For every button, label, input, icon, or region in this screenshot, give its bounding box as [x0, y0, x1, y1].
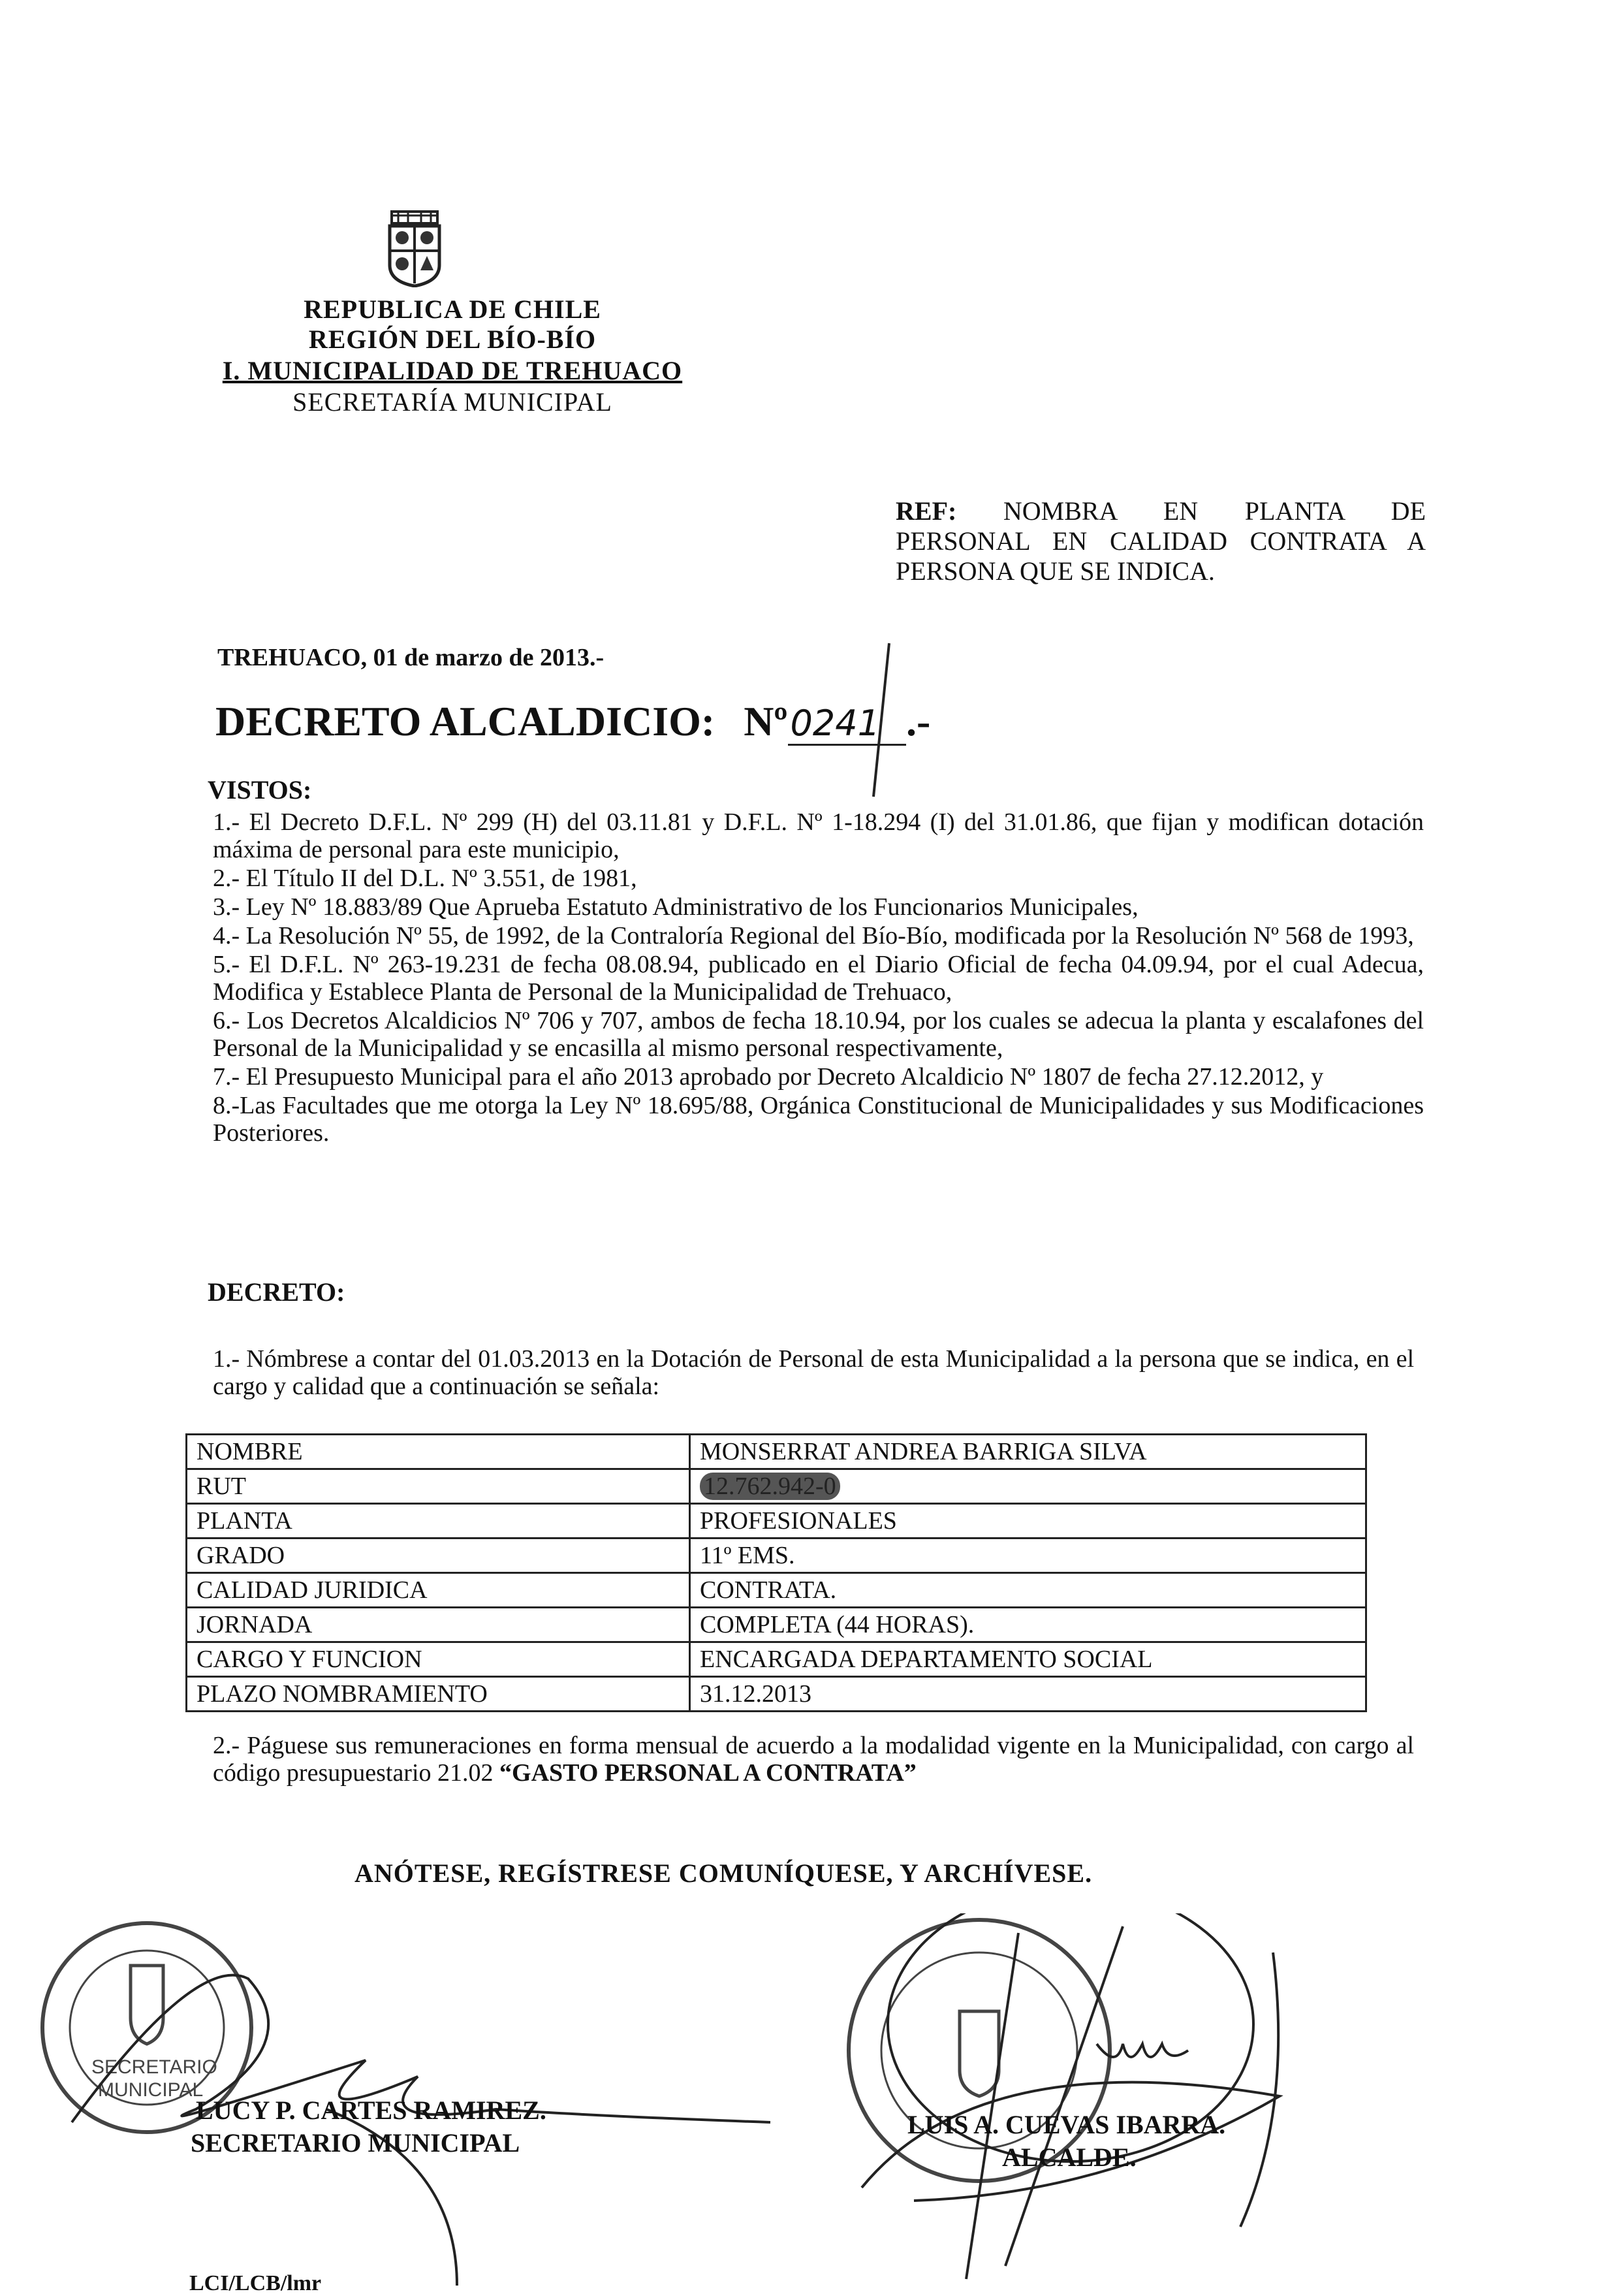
table-value: ENCARGADA DEPARTAMENTO SOCIAL — [690, 1642, 1366, 1677]
municipal-crest — [382, 210, 447, 287]
vistos-heading: VISTOS: — [208, 775, 312, 805]
vistos-item: 6.- Los Decretos Alcaldicios Nº 706 y 707, ambos de fecha 18.10.94, por los cuales se adecua la planta y escalafones del Personal de la Municipalidad y se encasilla al mismo personal respectivamente, — [213, 1007, 1424, 1062]
table-row — [187, 1435, 1366, 1469]
table-value-cell — [690, 1469, 1366, 1504]
decreto-item-1: 1.- Nómbrese a contar del 01.03.2013 en la Dotación de Personal de esta Municipalidad a la persona que se indica, en el cargo y calidad que a continuación se señala: — [213, 1345, 1414, 1400]
mayor-title: ALCALDE. — [1002, 2143, 1137, 2172]
secretary-name: LUCY P. CARTES RAMIREZ. — [196, 2096, 546, 2125]
secretary-title: SECRETARIO MUNICIPAL — [191, 2128, 520, 2158]
vistos-item: 1.- El Decreto D.F.L. Nº 299 (H) del 03.11.81 y D.F.L. Nº 1-18.294 (I) del 31.01.86, que fijan y modifican dotación máxima de personal para este municipio, — [213, 808, 1424, 863]
table-value: 11º EMS. — [690, 1539, 1366, 1573]
table-label: NOMBRE — [187, 1435, 690, 1469]
footer-initials: LCI/LCB/lmr — [189, 2271, 322, 2295]
table-label: RUT — [187, 1469, 690, 1504]
vistos-item: 2.- El Título II del D.L. Nº 3.551, de 1981, — [213, 865, 637, 892]
header-municipalidad: I. MUNICIPALIDAD DE TREHUACO — [222, 356, 683, 385]
table-value: MONSERRAT ANDREA BARRIGA SILVA — [690, 1435, 1366, 1469]
item-2-text: 2.- Páguese sus remuneraciones en forma mensual de acuerdo a la modalidad vigente en la Municipalidad, con cargo al código presupuestario 21.02 — [213, 1732, 1414, 1787]
place-date: TREHUACO, 01 de marzo de 2013.- — [217, 644, 605, 671]
table-value: PROFESIONALES — [690, 1504, 1366, 1539]
ref-label: REF: — [896, 496, 957, 526]
table-row — [187, 1642, 1366, 1677]
decree-title: DECRETO ALCALDICIO: — [215, 698, 715, 744]
table-label: JORNADA — [187, 1608, 690, 1642]
table-label: PLAZO NOMBRAMIENTO — [187, 1677, 690, 1712]
table-value: 31.12.2013 — [690, 1677, 1366, 1712]
vistos-list — [213, 808, 1424, 1148]
handwritten-slash-mark — [816, 640, 894, 810]
table-label: CALIDAD JURIDICA — [187, 1573, 690, 1608]
item-2-budget-code: “GASTO PERSONAL A CONTRATA” — [499, 1759, 917, 1787]
table-row — [187, 1539, 1366, 1573]
ref-line-3: PERSONA QUE SE INDICA. — [896, 556, 1215, 586]
reference-block — [896, 496, 1426, 586]
vistos-item: 7.- El Presupuesto Municipal para el año 2013 aprobado por Decreto Alcaldicio Nº 1807 de fecha 27.12.2012, y — [213, 1063, 1324, 1091]
table-row — [187, 1573, 1366, 1608]
svg-text:SECRETARIO: SECRETARIO — [91, 2056, 217, 2078]
ref-line-2: PERSONAL EN CALIDAD CONTRATA A — [896, 526, 1426, 556]
table-value: CONTRATA. — [690, 1573, 1366, 1608]
header-region: REGIÓN DEL BÍO-BÍO — [308, 325, 597, 354]
vistos-item: 4.- La Resolución Nº 55, de 1992, de la Contraloría Regional del Bío-Bío, modificada por la Resolución Nº 568 de 1993, — [213, 922, 1414, 949]
decreto-heading: DECRETO: — [208, 1277, 345, 1307]
appointment-table — [185, 1433, 1367, 1712]
decree-number: 0241 — [788, 703, 906, 746]
ref-line-1: NOMBRA EN PLANTA DE — [1003, 496, 1426, 526]
header-secretaria: SECRETARÍA MUNICIPAL — [292, 387, 612, 417]
vistos-item: 5.- El D.F.L. Nº 263-19.231 de fecha 08.08.94, publicado en el Diario Oficial de fecha 04.09.94, por el cual Adecua, Modifica y Establece Planta de Personal de la Municipalidad de Trehuaco, — [213, 951, 1424, 1006]
table-row — [187, 1469, 1366, 1504]
vistos-item: 3.- Ley Nº 18.883/89 Que Aprueba Estatuto Administrativo de los Funcionarios Municipales, — [213, 893, 1139, 921]
table-label: PLANTA — [187, 1504, 690, 1539]
table-value: COMPLETA (44 HORAS). — [690, 1608, 1366, 1642]
rut-value-redacted: 12.762.942-0 — [700, 1473, 840, 1500]
table-row — [187, 1677, 1366, 1712]
table-label: GRADO — [187, 1539, 690, 1573]
table-row — [187, 1504, 1366, 1539]
closing-formula: ANÓTESE, REGÍSTRESE COMUNÍQUESE, Y ARCHÍVESE. — [354, 1858, 1093, 1888]
decree-number-prefix: Nº — [744, 698, 788, 744]
header-republica: REPUBLICA DE CHILE — [304, 295, 601, 324]
svg-text:MUNICIPAL: MUNICIPAL — [98, 2079, 204, 2101]
decree-number-suffix: .- — [905, 698, 931, 744]
mayor-name: LUIS A. CUEVAS IBARRA. — [907, 2110, 1226, 2139]
table-label: CARGO Y FUNCION — [187, 1642, 690, 1677]
decreto-item-2 — [213, 1732, 1414, 1787]
table-row — [187, 1608, 1366, 1642]
vistos-item: 8.-Las Facultades que me otorga la Ley Nº 18.695/88, Orgánica Constitucional de Municipalidades y sus Modificaciones Posteriores. — [213, 1092, 1424, 1147]
